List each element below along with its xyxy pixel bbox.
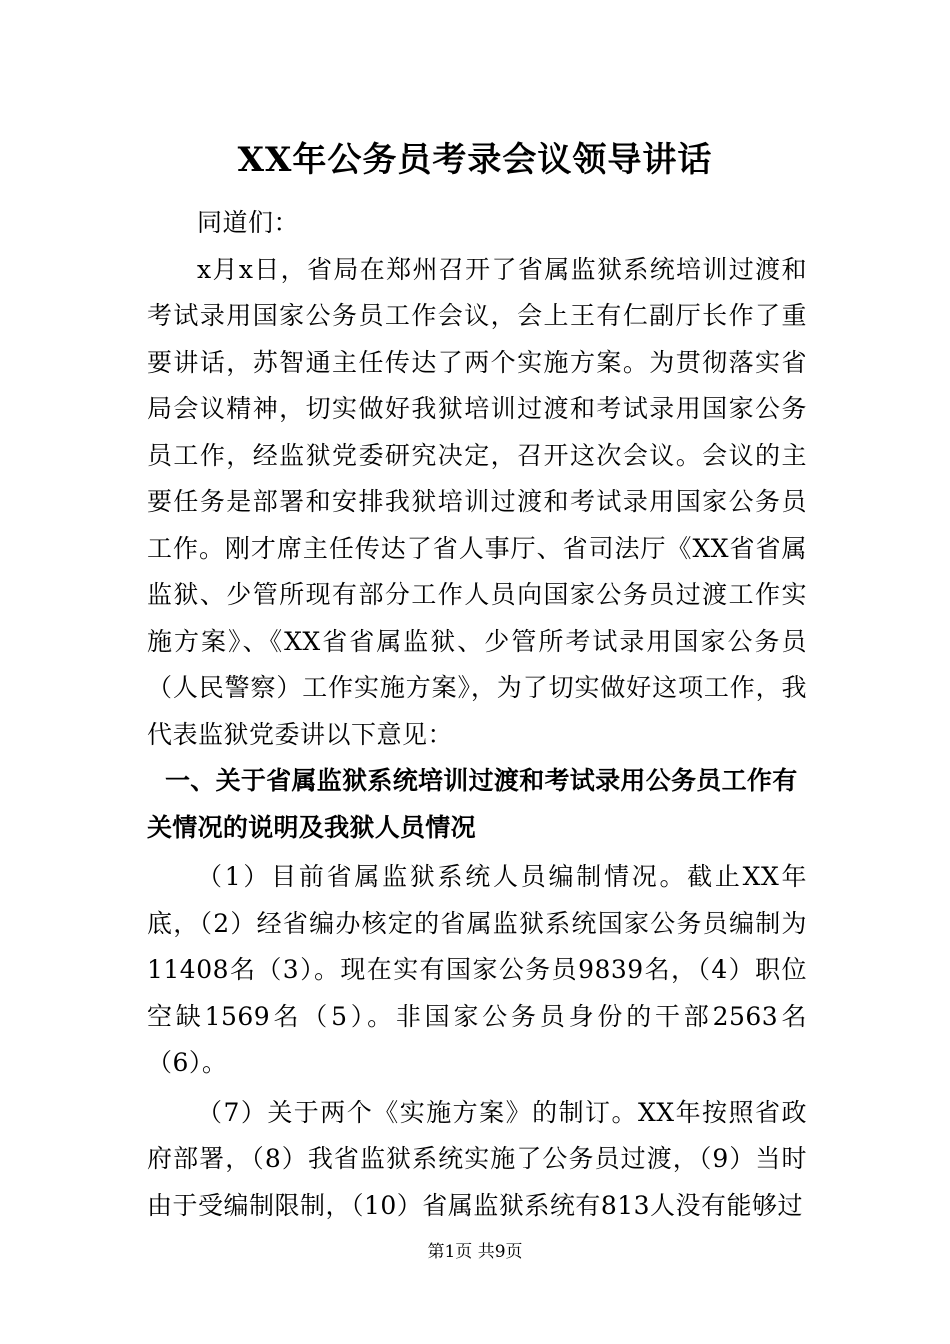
paragraph-intro: x月x日，省局在郑州召开了省属监狱系统培训过渡和考试录用国家公务员工作会议，会上王有仁副厅长作了重要讲话，苏智通主任传达了两个实施方案。为贯彻落实省局会议精神，切实做好我狱培训过渡和考试录用国家公务员工作，经监狱党委研究决定，召开这次会议。会议的主要任务是部署和安排我狱培训过渡和考试录用国家公务员工作。刚才席主任传达了省人事厅、省司法厅《XX省省属监狱、少管所现有部分工作人员向国家公务员过渡工作实施方案》、《XX省省属监狱、少管所考试录用国家公务员（人民警察）工作实施方案》，为了切实做好这项工作，我代表监狱党委讲以下意见： [147,254,807,749]
paragraph-staffing: （1）目前省属监狱系统人员编制情况。截止XX年底，（2）经省编办核定的省属监狱系统国家公务员编制为11408名（3）。现在实有国家公务员9839名，（4）职位空缺1569名（5）。非国家公务员身份的干部2563名（6）。 [147,862,807,1077]
document-title: XX年公务员考录会议领导讲话 [237,140,713,180]
paragraph-implementation: （7）关于两个《实施方案》的制订。XX年按照省政府部署，（8）我省监狱系统实施了公务员过渡，（9）当时由于受编制限制，（10）省属监狱系统有813人没有能够过 [147,1097,807,1220]
salutation: 同道们： [197,208,300,237]
page-number-footer: 第1页 共9页 [427,1242,523,1262]
section-heading: 一、关于省属监狱系统培训过渡和考试录用公务员工作有关情况的说明及我狱人员情况 [147,766,798,842]
document-body [147,200,807,1229]
